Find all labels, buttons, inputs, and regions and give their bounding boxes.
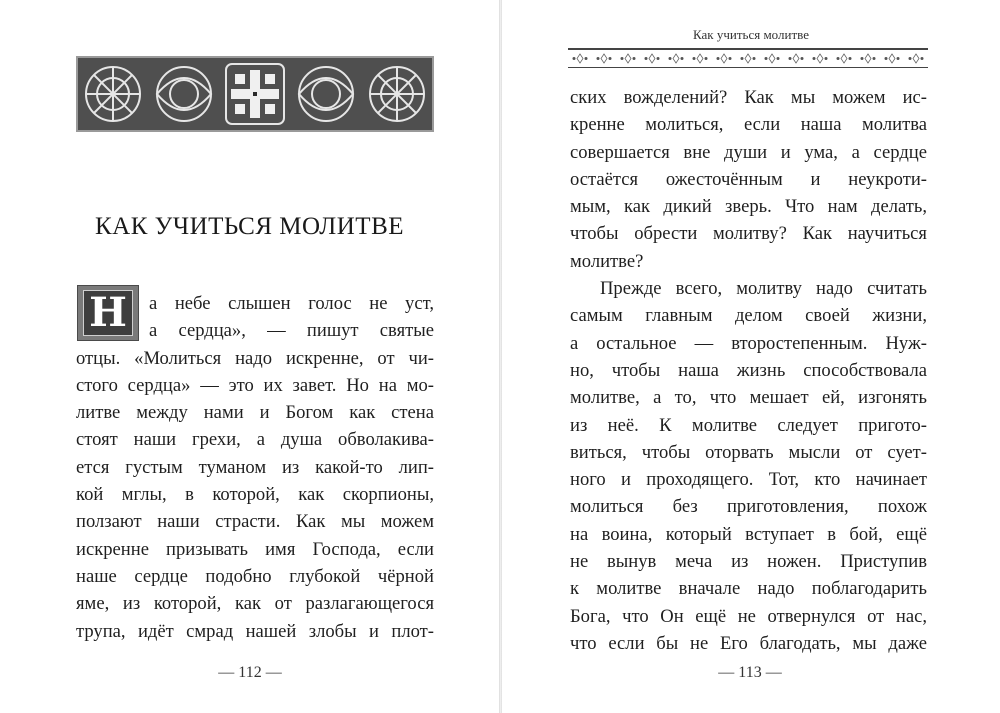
text-line: к молитве вначале надо поблагодарить: [570, 578, 927, 600]
text-line: из неё. К молитве следует пригото-: [570, 414, 927, 436]
ornament-pattern-icon: [78, 58, 432, 130]
text-line: трупа, идёт смрад нашей злобы и плот-: [76, 620, 434, 642]
header-rule: [568, 67, 928, 68]
text-line: искренне призывать имя Господа, если: [76, 538, 434, 560]
text-line: молитве?: [570, 250, 644, 272]
text-line: наше сердце подобно глубокой чёрной: [76, 565, 434, 587]
header-pattern-icon: [568, 52, 928, 65]
text-line: стоят наши грехи, а душа обволакива-: [76, 429, 434, 451]
header-rule: [568, 48, 928, 50]
text-line: остаётся ожесточённым и неукроти-: [570, 168, 927, 190]
page-number-right: — 113 —: [718, 664, 782, 681]
text-line: литве между нами и Богом как стена: [76, 402, 434, 424]
text-line: молиться без приготовления, похож: [570, 496, 927, 518]
text-line: ских вожделений? Как мы можем ис-: [570, 87, 927, 108]
dropcap-letter: Н: [83, 290, 133, 336]
text-line: не вынув меча из ножен. Приступив: [570, 551, 927, 573]
text-line: чтобы обрести молитву? Как научиться: [570, 223, 927, 245]
text-line: а остальное — второстепенным. Нуж-: [570, 332, 927, 354]
text-line: кренне молиться, если наша молитва: [570, 114, 927, 136]
text-line: совершается вне души и ума, а сердце: [570, 141, 927, 163]
text-line: ползают наши страсти. Как мы можем: [76, 511, 434, 533]
text-line: Прежде всего, молитву надо считать: [600, 278, 927, 300]
text-line: а небе слышен голос не уст,: [149, 293, 434, 314]
text-line: молитве, а то, что мешает ей, изгонять: [570, 387, 927, 409]
text-line: а сердца», — пишут святые: [149, 320, 434, 342]
text-line: яме, из которой, как от разлагающегося: [76, 593, 434, 615]
text-line: но, чтобы наша жизнь способствовала: [570, 359, 927, 381]
text-line: ного и проходящего. Тот, кто начинает: [570, 469, 927, 491]
text-line: на воина, который вступает в бой, ещё: [570, 523, 927, 545]
running-head: Как учиться молитве: [693, 27, 809, 42]
text-line: Бога, что Он ещё не отвернулся от нас,: [570, 605, 927, 627]
text-line: отцы. «Молиться надо искренне, от чи-: [76, 347, 434, 369]
text-line: кой мглы, в которой, как скорпионы,: [76, 484, 434, 506]
text-line: стого сердца» — это их завет. Но на мо-: [76, 374, 434, 396]
text-line: что если бы не Его благодать, мы даже: [570, 632, 927, 654]
text-line: ется густым туманом из какой-то лип-: [76, 456, 434, 478]
text-line: виться, чтобы оторвать мысли от сует-: [570, 441, 927, 463]
ornamental-headpiece: [76, 56, 434, 132]
page-number-left: — 112 —: [218, 664, 282, 681]
text-line: самым главным делом своей жизни,: [570, 305, 927, 327]
text-line: мым, как дикий зверь. Что нам делать,: [570, 196, 927, 218]
right-page-body: [570, 84, 927, 657]
chapter-title: КАК УЧИТЬСЯ МОЛИТВЕ: [94, 212, 405, 240]
left-page-body: [76, 290, 434, 645]
